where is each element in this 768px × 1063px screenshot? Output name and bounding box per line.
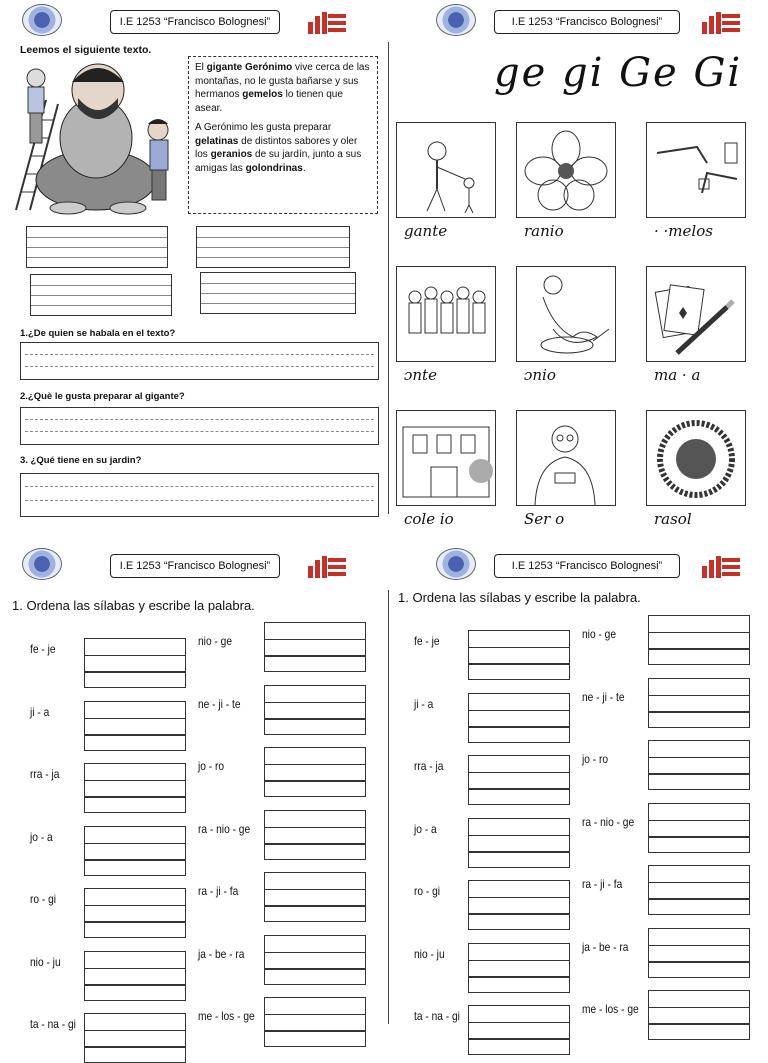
answer-writing-box[interactable] — [468, 880, 570, 930]
giant-illustration-icon — [8, 60, 186, 216]
answer-writing-box[interactable] — [648, 865, 750, 915]
fill-in-word: ɔnio — [524, 366, 556, 384]
hands-icon — [647, 123, 745, 217]
syllable-prompt: ji - a — [30, 704, 50, 719]
reading-heading: Leemos el siguiente texto. — [20, 44, 152, 56]
school-name-label: I.E 1253 “Francisco Bolognesi” — [494, 554, 680, 578]
syllable-prompt: ro - gi — [414, 884, 441, 898]
answer-box-2[interactable] — [20, 407, 379, 445]
sergio-icon — [517, 411, 615, 505]
syllable-prompt: me - los - ge — [582, 1002, 639, 1016]
answer-writing-box[interactable] — [648, 803, 750, 853]
picture-card — [396, 266, 496, 362]
syllable-prompt: nio - ju — [414, 946, 445, 961]
syllable-prompt: fe - je — [414, 634, 440, 648]
answer-writing-box[interactable] — [468, 943, 570, 993]
story-paragraph-1: El gigante Gerónimo vive cerca de las montañas, no le gusta bañarse y sus hermanos gemelos lo tienen que asear. — [195, 62, 370, 114]
syllable-prompt: nio - ge — [582, 627, 617, 641]
picture-card — [516, 410, 616, 506]
center-divider-bottom — [388, 590, 389, 1024]
school-name-label: I.E 1253 “Francisco Bolognesi” — [110, 10, 280, 34]
answer-writing-box[interactable] — [648, 740, 750, 790]
school-logo-icon — [436, 548, 476, 580]
answer-writing-box[interactable] — [468, 818, 570, 868]
picture-card — [396, 122, 496, 218]
picture-card — [516, 266, 616, 362]
school-name-label: I.E 1253 “Francisco Bolognesi” — [494, 10, 680, 34]
answer-writing-box[interactable] — [468, 755, 570, 805]
syllable-prompt: ro - gi — [30, 892, 57, 906]
fill-in-word: cole io — [404, 510, 454, 528]
fill-in-word: ranio — [524, 222, 564, 240]
question-2: 2.¿Què le gusta preparar al gigante? — [20, 391, 185, 402]
syllable-prompt: ne - ji - te — [582, 689, 625, 704]
school-logo-icon — [22, 548, 62, 580]
answer-writing-box[interactable] — [84, 763, 186, 813]
answer-writing-box[interactable] — [84, 1013, 186, 1063]
answer-writing-box[interactable] — [648, 990, 750, 1040]
syllable-prompt: rra - ja — [30, 767, 60, 781]
picture-card — [396, 410, 496, 506]
sunflower-icon — [647, 411, 745, 505]
syllable-prompt: ja - be - ra — [198, 946, 245, 961]
writing-lines-box[interactable] — [200, 272, 356, 314]
answer-writing-box[interactable] — [648, 928, 750, 978]
magic-cards-icon — [647, 267, 745, 361]
answer-writing-box[interactable] — [648, 615, 750, 665]
syllable-prompt: ra - nio - ge — [198, 821, 251, 836]
writing-lines-box[interactable] — [26, 226, 168, 268]
syllable-prompt: ra - ji - fa — [582, 877, 623, 891]
people-icon — [397, 267, 495, 361]
picture-card — [516, 122, 616, 218]
answer-writing-box[interactable] — [84, 888, 186, 938]
answer-writing-box[interactable] — [84, 826, 186, 876]
fill-in-word: · ·melos — [654, 222, 713, 240]
syllable-prompt: jo - a — [30, 829, 53, 844]
picture-card — [646, 266, 746, 362]
syllable-prompt: me - los - ge — [198, 1009, 255, 1023]
fill-in-word: rasol — [654, 510, 692, 528]
writing-lines-box[interactable] — [196, 226, 350, 268]
answer-writing-box[interactable] — [264, 810, 366, 860]
answer-writing-box[interactable] — [648, 678, 750, 728]
syllables-heading: ge gi Ge Gi — [494, 50, 743, 96]
syllable-prompt: nio - ge — [198, 634, 233, 648]
books-icon — [308, 556, 346, 578]
syllable-prompt: ta - na - gi — [30, 1017, 76, 1031]
syllable-prompt: ta - na - gi — [414, 1009, 460, 1023]
syllable-prompt: nio - ju — [30, 954, 61, 969]
story-paragraph-2: A Gerónimo les gusta preparar gelatinas de distintos sabores y oler los geranios de su jardín, junto a sus amigas las golondrinas. — [195, 122, 362, 174]
answer-writing-box[interactable] — [84, 701, 186, 751]
answer-writing-box[interactable] — [468, 693, 570, 743]
picture-card — [646, 122, 746, 218]
answer-writing-box[interactable] — [264, 872, 366, 922]
flower-icon — [517, 123, 615, 217]
answer-writing-box[interactable] — [468, 630, 570, 680]
question-3: 3. ¿Qué tiene en su jardin? — [20, 455, 142, 466]
syllable-prompt: ra - nio - ge — [582, 814, 635, 829]
books-icon — [702, 12, 740, 34]
answer-writing-box[interactable] — [264, 935, 366, 985]
syllable-prompt: rra - ja — [414, 759, 444, 773]
answer-writing-box[interactable] — [84, 951, 186, 1001]
syllable-prompt: ne - ji - te — [198, 696, 241, 711]
giant-icon — [397, 123, 495, 217]
syllable-prompt: jo - a — [414, 821, 437, 836]
syllable-prompt: jo - ro — [582, 752, 609, 766]
answer-writing-box[interactable] — [264, 622, 366, 672]
genie-icon — [517, 267, 615, 361]
answer-writing-box[interactable] — [264, 997, 366, 1047]
story-text-box — [188, 56, 378, 214]
fill-in-word: Ser o — [524, 510, 565, 528]
writing-lines-box[interactable] — [30, 274, 172, 316]
answer-box-3[interactable] — [20, 473, 379, 517]
school-logo-icon — [436, 4, 476, 36]
answer-writing-box[interactable] — [84, 638, 186, 688]
exercise-title-right: 1. Ordena las sílabas y escribe la palabra. — [398, 590, 641, 605]
syllable-prompt: ja - be - ra — [582, 939, 629, 954]
syllable-prompt: jo - ro — [198, 759, 225, 773]
answer-box-1[interactable] — [20, 342, 379, 380]
question-1: 1.¿De quien se habala en el texto? — [20, 328, 176, 339]
fill-in-word: ɔnte — [404, 366, 437, 384]
syllable-prompt: ji - a — [414, 696, 434, 711]
fill-in-word: gante — [404, 222, 448, 240]
syllable-prompt: fe - je — [30, 642, 56, 656]
books-icon — [702, 556, 740, 578]
answer-writing-box[interactable] — [264, 747, 366, 797]
school-icon — [397, 411, 495, 505]
picture-card — [646, 410, 746, 506]
answer-writing-box[interactable] — [468, 1005, 570, 1055]
school-name-label: I.E 1253 “Francisco Bolognesi” — [110, 554, 280, 578]
answer-writing-box[interactable] — [264, 685, 366, 735]
fill-in-word: ma · a — [654, 366, 701, 384]
school-logo-icon — [22, 4, 62, 36]
syllable-prompt: ra - ji - fa — [198, 884, 239, 898]
exercise-title-left: 1. Ordena las sílabas y escribe la palabra. — [12, 598, 255, 613]
books-icon — [308, 12, 346, 34]
center-divider-top — [388, 42, 389, 514]
